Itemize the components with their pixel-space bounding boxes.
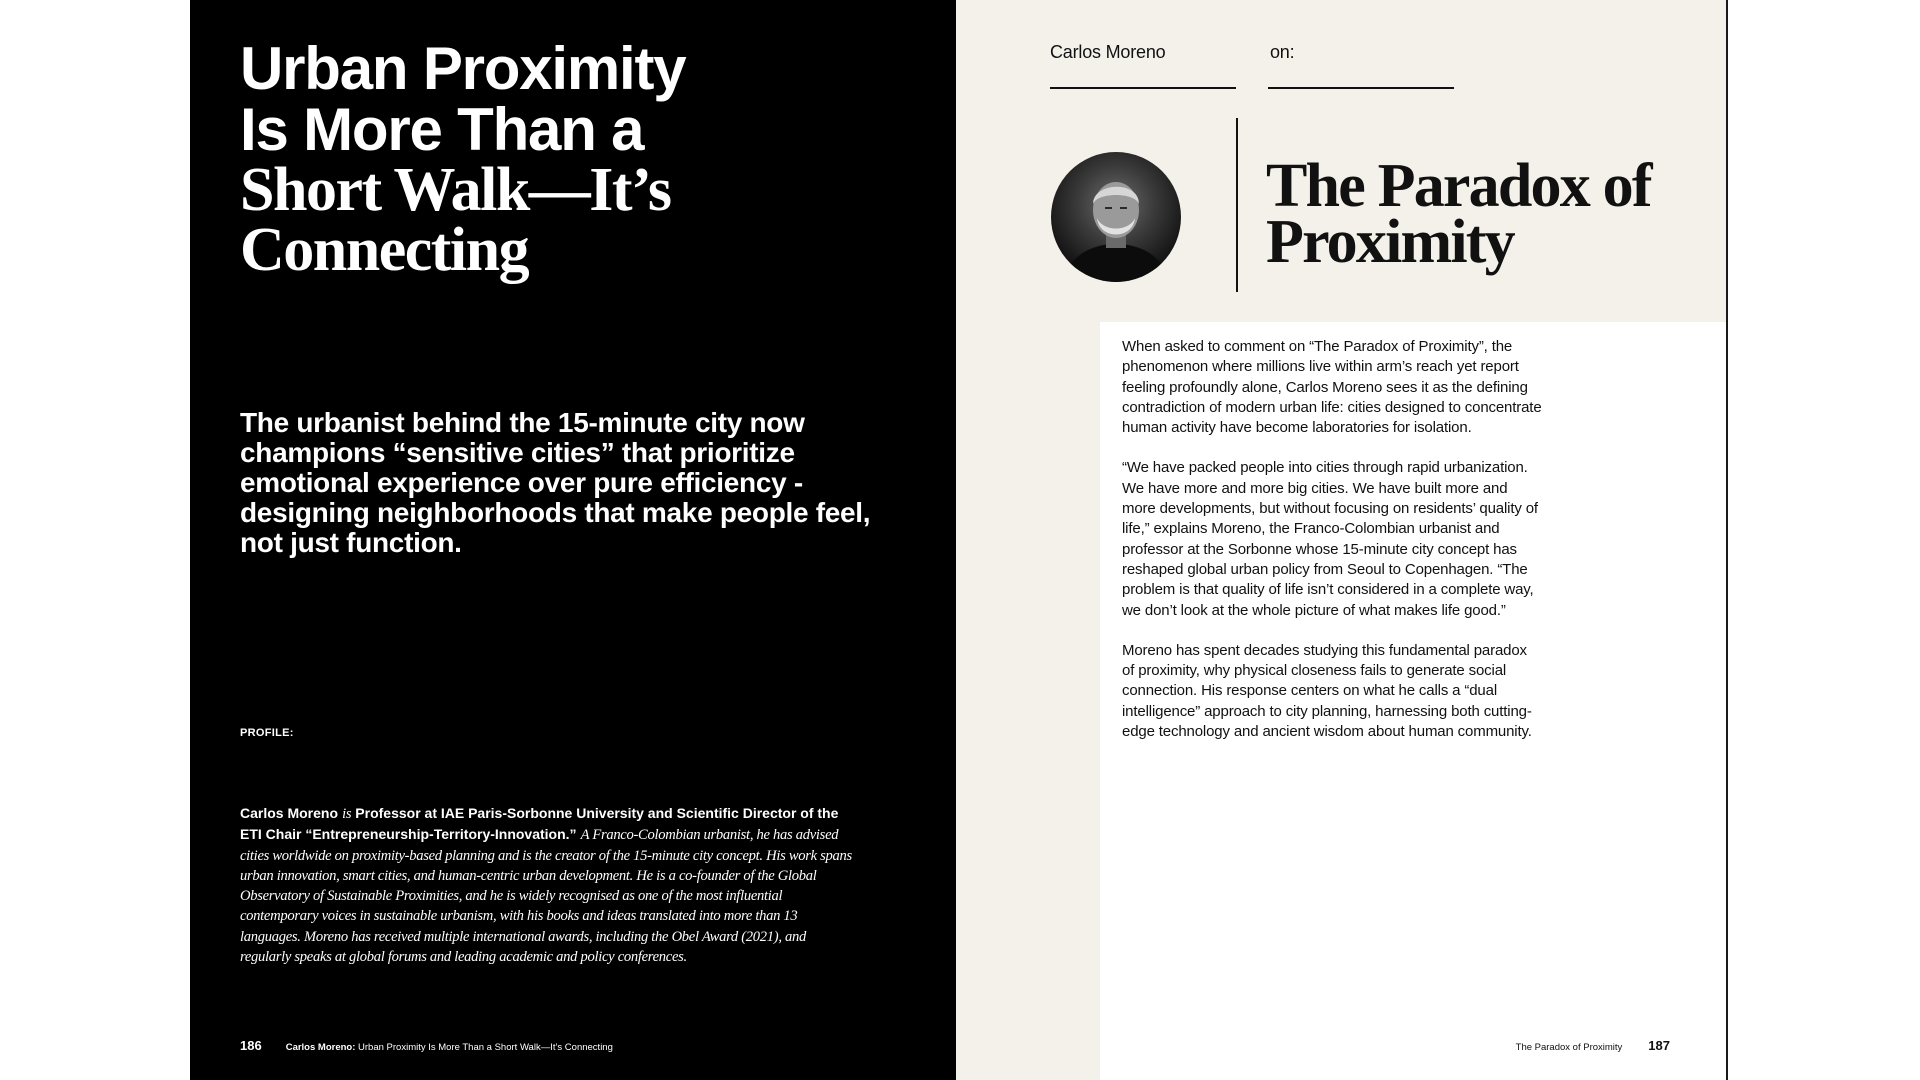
byline-underline-on	[1268, 87, 1454, 89]
left-page-footer	[240, 1038, 613, 1053]
running-footer-title: Urban Proximity Is More Than a Short Walk—It’s Connecting	[358, 1042, 613, 1053]
article-headline	[240, 35, 880, 284]
article-standfirst: The urbanist behind the 15-minute city now champions “sensitive cities” that prioritize emotional experience over pure efficiency - designing neighborhoods that make people feel, not just function.	[240, 407, 871, 558]
author-bio	[240, 803, 860, 967]
running-footer-author: Carlos Moreno:	[285, 1042, 356, 1053]
right-page-footer	[1516, 1038, 1670, 1053]
left-page	[190, 0, 956, 1080]
article-title: The Paradox of Proximity	[1266, 152, 1651, 276]
bio-name: Carlos Moreno	[240, 805, 339, 821]
article-body-column	[1100, 322, 1726, 1080]
byline-on: on:	[1270, 42, 1295, 62]
running-footer-left	[286, 1042, 613, 1053]
article-body	[1122, 337, 1542, 762]
author-portrait	[1051, 152, 1181, 282]
body-paragraph: When asked to comment on “The Paradox of Proximity”, the phenomenon where millions live within arm’s reach yet report feeling profoundly alone, Carlos Moreno sees it as the defining contradiction of modern urban life: cities designed to concentrate human activity have become laboratories for isolation.	[1122, 338, 1542, 437]
page-number-left: 186	[240, 1038, 262, 1053]
headline-line-1: Urban Proximity	[240, 35, 686, 102]
bio-is: is	[342, 806, 352, 822]
running-footer-right: The Paradox of Proximity	[1515, 1042, 1623, 1053]
headline-line-3: Short Walk—It’s	[240, 156, 671, 224]
portrait-illustration	[1051, 152, 1181, 282]
bio-description: A Franco-Colombian urbanist, he has advised cities worldwide on proximity-based planning and is the creator of the 15-minute city concept. His work spans urban innovation, smart cities, and human-centric urban development. He is a co-founder of the Global Observatory of Sustainable Proximities, and he is widely recognised as one of the most influential contemporary voices in sustainable urbanism, with his books and ideas translated into more than 13 languages. Moreno has received multiple international awards, including the Obel Award (2021), and regularly speaks at global forums and leading academic and policy conferences.	[240, 827, 852, 966]
headline-line-2: Is More Than a	[240, 96, 644, 163]
right-page	[956, 0, 1728, 1080]
profile-label: PROFILE:	[240, 727, 294, 739]
byline-underline-author	[1050, 87, 1236, 89]
byline-author: Carlos Moreno	[1050, 42, 1166, 62]
title-divider	[1236, 118, 1238, 292]
body-paragraph: “We have packed people into cities through rapid urbanization. We have more and more big cities. We have built more and more developments, but without focusing on residents’ quality of life,” explains Moreno, the Franco-Colombian urbanist and professor at the Sorbonne whose 15-minute city concept has reshaped global urban policy from Seoul to Copenhagen. “The problem is that quality of life isn’t considered in a complete way, we don’t look at the whole picture of what makes life good.”	[1122, 459, 1538, 619]
bio-role: Professor at IAE Paris-Sorbonne University and Scientific Director of the ETI Chair “Entrepreneurship-Territory-Innovation.”	[240, 805, 839, 843]
headline-line-4: Connecting	[240, 216, 529, 284]
page-number-right: 187	[1648, 1038, 1670, 1053]
body-paragraph: Moreno has spent decades studying this fundamental paradox of proximity, why physical closeness fails to generate social connection. His response centers on what he calls a “dual intelligence” approach to city planning, harnessing both cutting-edge technology and ancient wisdom about human community.	[1122, 641, 1532, 741]
